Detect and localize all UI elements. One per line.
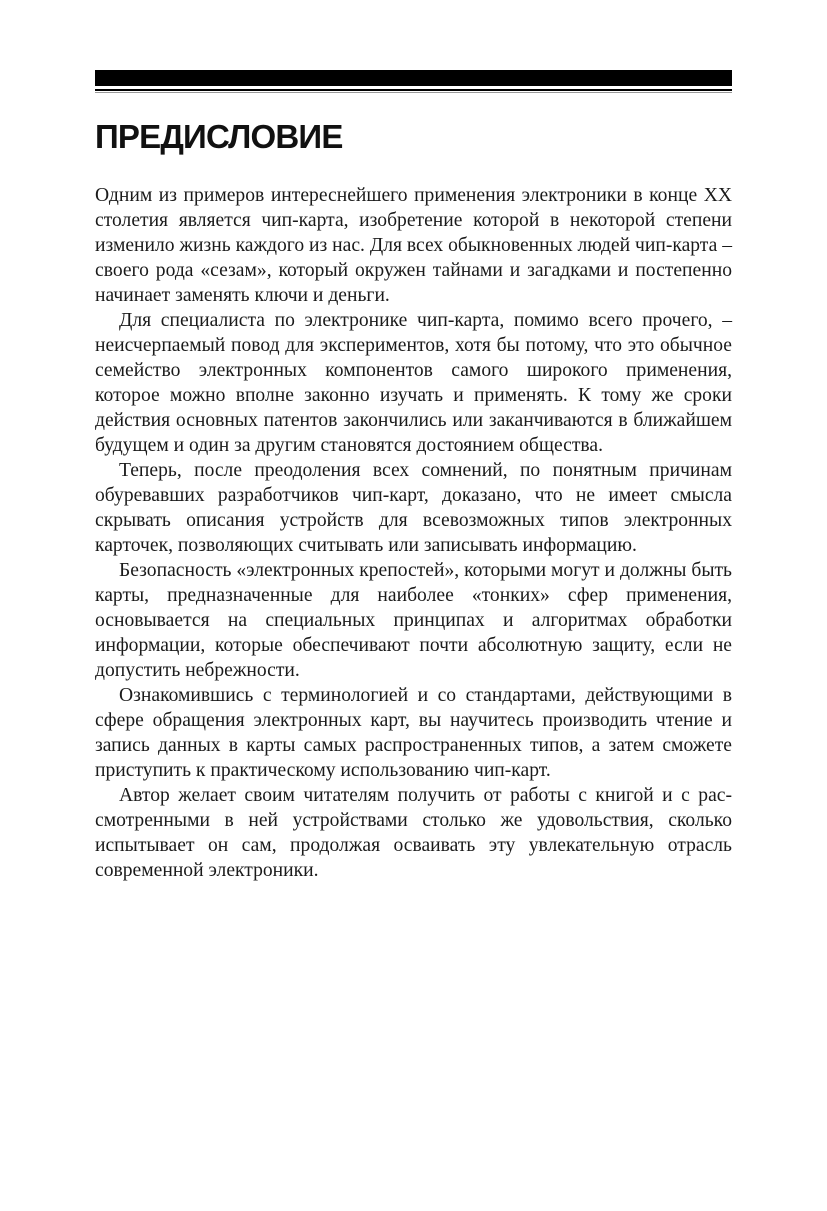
header-rule <box>95 70 732 93</box>
header-rule-thin <box>95 89 732 91</box>
header-rule-shadow <box>95 92 732 93</box>
paragraph-2: Для специалиста по электронике чип-карта, помимо всего прочего, – неисчерпаемый повод для экспериментов, хотя бы потому, что это обычное семейство электронных компонентов самого широкого применения, которое можно вполне законно изучать и применять. К тому же сроки действия основных патентов закончились или заканчиваются в ближайшем будущем и один за другим становятся достоянием общества. <box>95 310 732 456</box>
paragraph-3: Теперь, после преодоления всех сомнений, по понятным причинам обуревавших разработчиков чип-карт, доказано, что не имеет смысла скрывать описания устройств для всевозможных типов электронных карточек, позволяющих считывать или записывать информацию. <box>95 460 732 556</box>
paragraph-1: Одним из примеров интереснейшего применения электроники в конце XX столетия является чип-карта, изобретение которой в некоторой степени изменило жизнь каждого из нас. Для всех обыкновенных людей чип-карта – своего рода «сезам», который окружен тайнами и загадками и постепенно начинает заменять ключи и деньги. <box>95 185 732 306</box>
header-rule-thick <box>95 70 732 86</box>
page <box>95 70 732 883</box>
body-text <box>95 183 732 883</box>
chapter-title: ПРЕДИСЛОВИЕ <box>95 118 343 155</box>
paragraph-5: Ознакомившись с терминологией и со стандартами, действующими в сфере обращения электронных карт, вы научитесь производить чтение и запись данных в карты самых распространенных типов, а затем сможете приступить к практическому использованию чип-карт. <box>95 685 732 781</box>
paragraph-6: Автор желает своим читателям получить от работы с книгой и с рассмотренными в ней устройствами столько же удовольствия, сколько испытывает он сам, продолжая осваивать эту увлекательную отрасль современной электроники. <box>95 785 732 881</box>
paragraph-4: Безопасность «электронных крепостей», которыми могут и должны быть карты, предназначенные для наиболее «тонких» сфер применения, основывается на специальных принципах и алгоритмах обработки информации, которые обеспечивают почти абсолютную защиту, если не допустить небрежности. <box>95 560 732 681</box>
